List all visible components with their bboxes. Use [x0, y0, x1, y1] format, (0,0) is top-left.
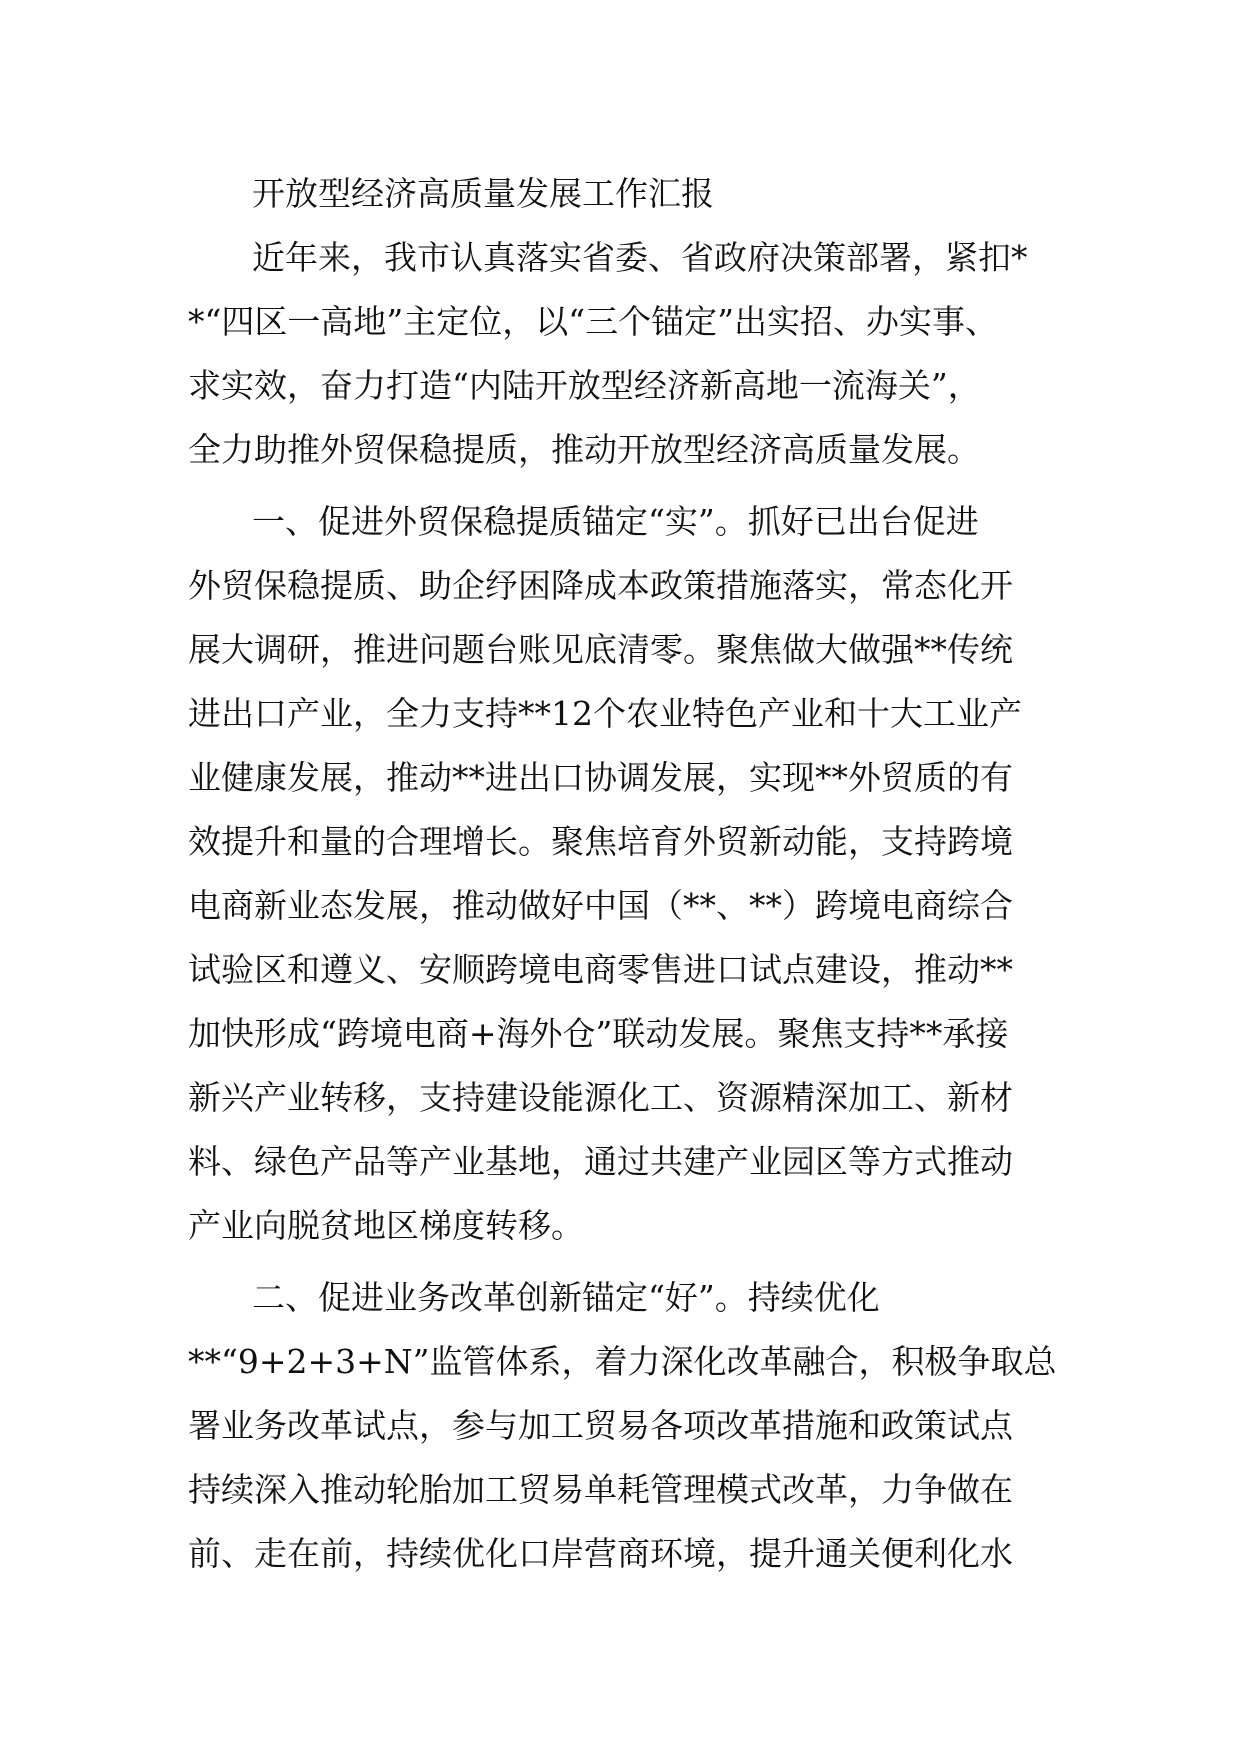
text-line: 展大调研，推进问题台账见底清零。聚焦做大做强**传统: [188, 630, 1013, 669]
text-line: 二、促进业务改革创新锚定“好”。持续优化: [252, 1278, 880, 1317]
text-line: 产业向脱贫地区梯度转移。: [188, 1206, 584, 1245]
document-title: 开放型经济高质量发展工作汇报: [252, 174, 714, 213]
text-line: 求实效，奋力打造“内陆开放型经济新高地一流海关”，: [188, 366, 981, 405]
text-line: 全力助推外贸保稳提质，推动开放型经济高质量发展。: [188, 430, 980, 469]
text-line: 加快形成“跨境电商+海外仓”联动发展。聚焦支持**承接: [188, 1014, 1009, 1053]
text-line: 试验区和遵义、安顺跨境电商零售进口试点建设，推动**: [188, 950, 1013, 989]
text-line: 效提升和量的合理增长。聚焦培育外贸新动能，支持跨境: [188, 822, 1013, 861]
text-line: 料、绿色产品等产业基地，通过共建产业园区等方式推动: [188, 1142, 1013, 1181]
text-line: *“四区一高地”主定位，以“三个锚定”出实招、办实事、: [188, 302, 998, 341]
text-line: 署业务改革试点，参与加工贸易各项改革措施和政策试点: [188, 1406, 1013, 1445]
text-line: 近年来，我市认真落实省委、省政府决策部署，紧扣*: [252, 238, 1028, 277]
text-line: 电商新业态发展，推动做好中国（**、**）跨境电商综合: [188, 886, 1013, 925]
text-line: 业健康发展，推动**进出口协调发展，实现**外贸质的有: [188, 758, 1013, 797]
text-line: 一、促进外贸保稳提质锚定“实”。抓好已出台促进: [252, 502, 979, 541]
text-line: 新兴产业转移，支持建设能源化工、资源精深加工、新材: [188, 1078, 1013, 1117]
text-line: 外贸保稳提质、助企纾困降成本政策措施落实，常态化开: [188, 566, 1013, 605]
text-line: 进出口产业，全力支持**12个农业特色产业和十大工业产: [188, 694, 1022, 733]
text-line: 前、走在前，持续优化口岸营商环境，提升通关便利化水: [188, 1534, 1013, 1573]
text-line: 持续深入推动轮胎加工贸易单耗管理模式改革，力争做在: [188, 1470, 1013, 1509]
text-line: **“9+2+3+N”监管体系，着力深化改革融合，积极争取总: [188, 1342, 1057, 1381]
